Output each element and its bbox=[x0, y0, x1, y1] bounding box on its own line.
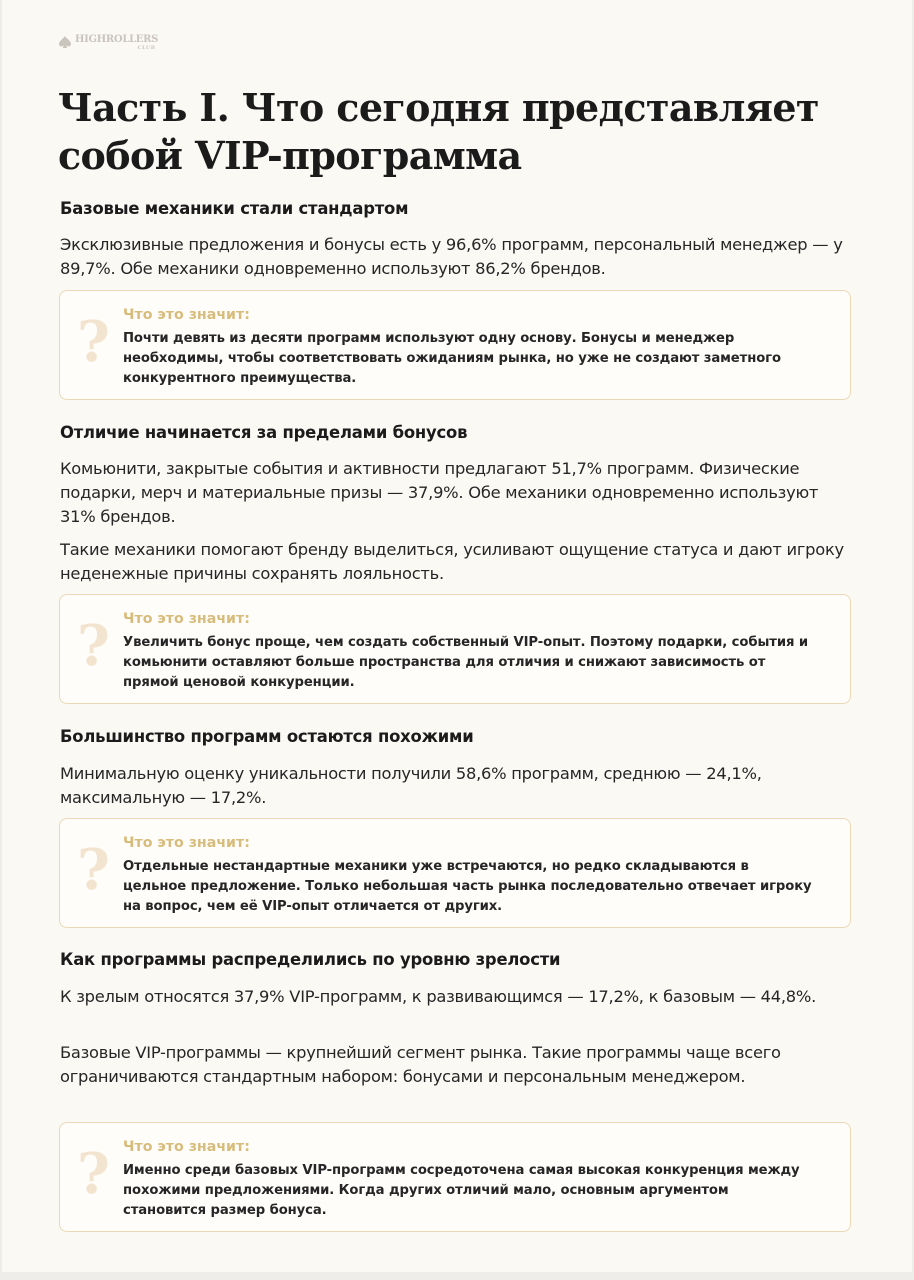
callout-box bbox=[59, 290, 851, 400]
section-heading: Отличие начинается за пределами бонусов bbox=[60, 423, 468, 442]
brand-sub: CLUB bbox=[137, 45, 156, 51]
section-paragraph: Такие механики помогают бренду выделиться, усиливают ощущение статуса и дают игроку неденежные причины сохранять лояльность. bbox=[60, 540, 844, 583]
callout-box bbox=[59, 1122, 851, 1232]
page-title: Часть I. Что сегодня представляет собой VIP-программа bbox=[58, 85, 819, 178]
document-page bbox=[2, 0, 912, 1272]
callout-label: Что это значит: bbox=[123, 307, 250, 323]
section-paragraph: К зрелым относятся 37,9% VIP-программ, к развивающимся — 17,2%, к базовым — 44,8%. bbox=[60, 987, 817, 1006]
brand-logo bbox=[58, 34, 158, 51]
question-mark-icon: ? bbox=[77, 837, 110, 903]
question-mark-icon: ? bbox=[77, 309, 110, 375]
callout-label: Что это значит: bbox=[123, 1139, 250, 1155]
callout-text: Увеличить бонус проще, чем создать собственный VIP-опыт. Поэтому подарки, события и комьюнити оставляют больше пространства для отличия и снижают зависимость от прямой ценовой конкуренции. bbox=[123, 635, 808, 690]
callout-box bbox=[59, 818, 851, 928]
callout-label: Что это значит: bbox=[123, 835, 250, 851]
callout-label: Что это значит: bbox=[123, 611, 250, 627]
section-paragraph: Минимальную оценку уникальности получили 58,6% программ, среднюю — 24,1%, максимальную — 17,2%. bbox=[60, 764, 762, 807]
brand-name: HIGHROLLERS bbox=[75, 34, 159, 45]
section-heading: Как программы распределились по уровню зрелости bbox=[60, 950, 561, 969]
section-paragraph: Базовые VIP-программы — крупнейший сегмент рынка. Такие программы чаще всего ограничиваются стандартным набором: бонусами и персональным менеджером. bbox=[60, 1043, 781, 1086]
question-mark-icon: ? bbox=[77, 1141, 110, 1207]
question-mark-icon: ? bbox=[77, 613, 110, 679]
section-heading: Базовые механики стали стандартом bbox=[60, 199, 409, 218]
section-paragraph: Эксклюзивные предложения и бонусы есть у 96,6% программ, персональный менеджер — у 89,7%. Обе механики одновременно используют 86,2% брендов. bbox=[60, 235, 843, 278]
callout-text: Отдельные нестандартные механики уже встречаются, но редко складываются в цельное предложение. Только небольшая часть рынка последовательно отвечает игроку на вопрос, чем её VIP-опыт отличается от других. bbox=[123, 859, 812, 914]
callout-text: Почти девять из десяти программ используют одну основу. Бонусы и менеджер необходимы, чтобы соответствовать ожиданиям рынка, но уже не создают заметного конкурентного преимущества. bbox=[123, 331, 781, 386]
spade-icon bbox=[58, 35, 72, 49]
section-heading: Большинство программ остаются похожими bbox=[60, 727, 474, 746]
callout-text: Именно среди базовых VIP-программ сосредоточена самая высокая конкуренция между похожими предложениями. Когда других отличий мало, основным аргументом становится размер бонуса. bbox=[123, 1163, 800, 1218]
section-paragraph: Комьюнити, закрытые события и активности предлагают 51,7% программ. Физические подарки, мерч и материальные призы — 37,9%. Обе механики одновременно используют 31% брендов. bbox=[60, 459, 819, 526]
callout-box bbox=[59, 594, 851, 704]
